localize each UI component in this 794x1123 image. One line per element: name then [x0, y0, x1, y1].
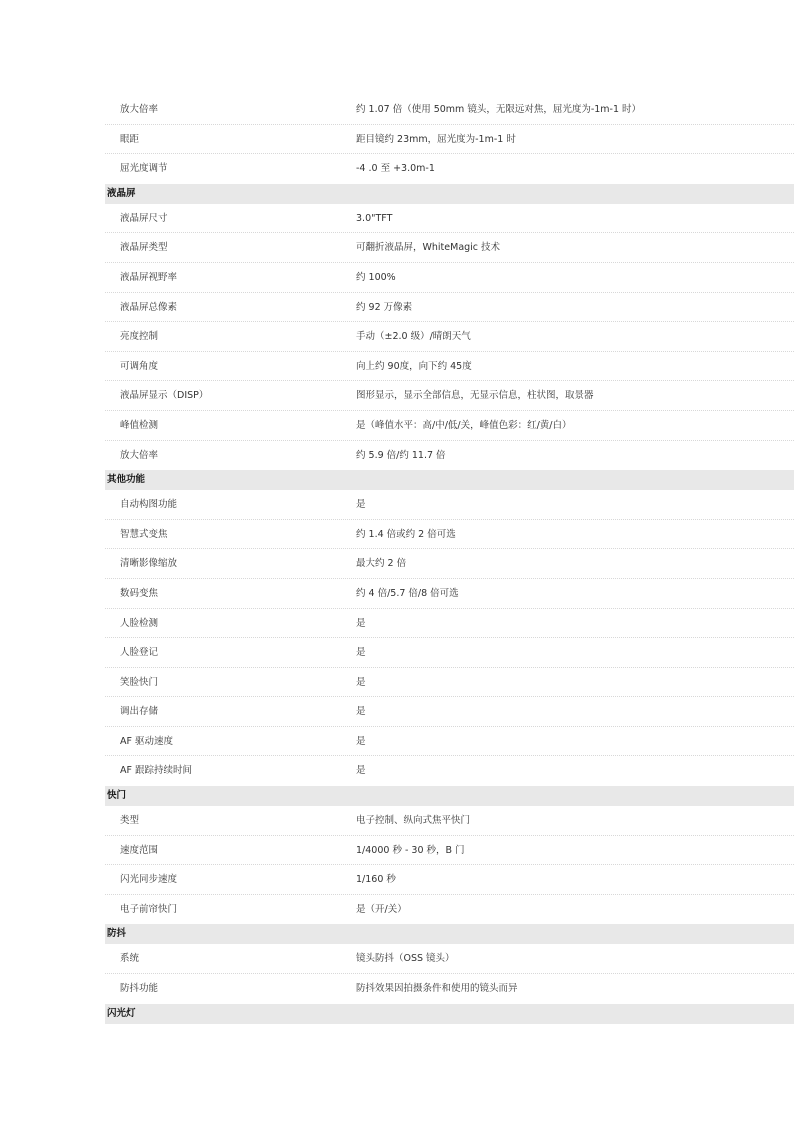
section-header-shutter [105, 786, 794, 806]
spec-sheet [105, 95, 794, 1024]
spec-label: 放大倍率 [120, 104, 159, 115]
spec-value: 是 [356, 735, 366, 747]
spec-row [105, 411, 794, 441]
spec-label: 调出存储 [120, 706, 159, 718]
spec-row [105, 233, 794, 263]
spec-value: 防抖效果因拍摄条件和使用的镜头而异 [356, 983, 518, 995]
spec-group-stabilization [105, 944, 794, 1003]
spec-label: 液晶屏总像素 [120, 301, 178, 313]
spec-value: 是 [356, 617, 366, 629]
spec-label: 速度范围 [120, 844, 159, 856]
spec-label: 可调角度 [120, 360, 159, 372]
spec-value: 3.0"TFT [356, 212, 393, 224]
spec-row [105, 381, 794, 411]
spec-row [105, 609, 794, 639]
spec-row [105, 579, 794, 609]
spec-label: 智慧式变焦 [120, 528, 168, 540]
spec-label: 电子前帘快门 [120, 903, 178, 915]
spec-row [105, 727, 794, 757]
spec-value: 约 92 万像素 [356, 301, 413, 313]
spec-label: 液晶屏视野率 [120, 271, 178, 283]
spec-value: 约 100% [356, 271, 396, 283]
spec-value: 是 [356, 765, 366, 777]
spec-value: 图形显示，显示全部信息，无显示信息，柱状图，取景器 [356, 390, 594, 402]
spec-label: 人脸登记 [120, 647, 159, 659]
spec-label: 闪光同步速度 [120, 874, 178, 886]
spec-row [105, 668, 794, 698]
spec-row [105, 154, 794, 184]
spec-value: 是（峰值水平：高/中/低/关，峰值色彩：红/黄/白） [356, 419, 572, 431]
spec-value: 最大约 2 倍 [356, 558, 407, 570]
spec-label: 数码变焦 [120, 587, 159, 599]
spec-value: 约 5.9 倍/约 11.7 倍 [356, 449, 446, 461]
spec-label: 类型 [120, 815, 140, 827]
spec-label: 人脸检测 [120, 617, 159, 629]
spec-value: 1/4000 秒 - 30 秒，B 门 [356, 844, 465, 856]
spec-label: 亮度控制 [120, 331, 159, 343]
spec-row [105, 944, 794, 974]
spec-row [105, 125, 794, 155]
spec-group-viewfinder [105, 95, 794, 184]
spec-row [105, 204, 794, 234]
spec-label: 眼距 [120, 133, 140, 145]
spec-value: 约 4 倍/5.7 倍/8 倍可选 [356, 587, 459, 599]
spec-row [105, 756, 794, 786]
spec-row [105, 697, 794, 727]
spec-value: 约 1.4 倍或约 2 倍可选 [356, 528, 456, 540]
spec-label: 防抖功能 [120, 983, 159, 995]
spec-value: 约 1.07 倍（使用 50mm 镜头，无限远对焦，屈光度为-1m-1 时） [356, 104, 642, 115]
spec-value: 镜头防抖（OSS 镜头） [356, 953, 455, 965]
spec-label: 液晶屏尺寸 [120, 212, 168, 224]
spec-label: 峰值检测 [120, 419, 159, 431]
section-header-flash [105, 1004, 794, 1024]
spec-row [105, 490, 794, 520]
spec-value: -4 .0 至 +3.0m-1 [356, 163, 435, 175]
spec-row [105, 895, 794, 925]
spec-value: 是（开/关） [356, 903, 407, 915]
section-title: 液晶屏 [107, 187, 136, 199]
spec-row [105, 865, 794, 895]
section-title: 快门 [107, 790, 127, 802]
section-header-stabilization [105, 924, 794, 944]
spec-value: 距目镜约 23mm，屈光度为-1m-1 时 [356, 133, 516, 145]
spec-label: 系统 [120, 953, 140, 965]
section-title: 闪光灯 [107, 1007, 136, 1019]
spec-value: 是 [356, 647, 366, 659]
spec-label: AF 跟踪持续时间 [120, 765, 192, 777]
spec-label: 液晶屏类型 [120, 242, 168, 254]
spec-group-shutter [105, 806, 794, 924]
spec-value: 1/160 秒 [356, 874, 396, 886]
spec-label: 液晶屏显示（DISP） [120, 390, 209, 402]
spec-row [105, 263, 794, 293]
section-title: 防抖 [107, 928, 127, 940]
spec-group-lcd [105, 204, 794, 470]
spec-label: 清晰影像缩放 [120, 558, 178, 570]
spec-label: AF 驱动速度 [120, 735, 173, 747]
spec-row [105, 638, 794, 668]
spec-row [105, 974, 794, 1004]
spec-label: 放大倍率 [120, 449, 159, 461]
spec-value: 是 [356, 706, 366, 718]
spec-row [105, 520, 794, 550]
spec-row [105, 806, 794, 836]
spec-row [105, 352, 794, 382]
spec-value: 可翻折液晶屏，WhiteMagic 技术 [356, 242, 501, 254]
spec-label: 笑脸快门 [120, 676, 159, 688]
spec-row [105, 322, 794, 352]
spec-value: 向上约 90度，向下约 45度 [356, 360, 472, 372]
spec-row [105, 441, 794, 471]
spec-value: 是 [356, 499, 366, 511]
spec-value: 是 [356, 676, 366, 688]
spec-label: 屈光度调节 [120, 163, 168, 175]
spec-row [105, 549, 794, 579]
spec-row [105, 836, 794, 866]
section-header-other-functions [105, 470, 794, 490]
spec-label: 自动构图功能 [120, 499, 178, 511]
spec-row [105, 293, 794, 323]
spec-row [105, 95, 794, 125]
spec-value: 电子控制、纵向式焦平快门 [356, 815, 471, 827]
spec-value: 手动（±2.0 级）/晴朗天气 [356, 331, 471, 343]
section-title: 其他功能 [107, 474, 146, 486]
spec-group-other-functions [105, 490, 794, 786]
section-header-lcd [105, 184, 794, 204]
